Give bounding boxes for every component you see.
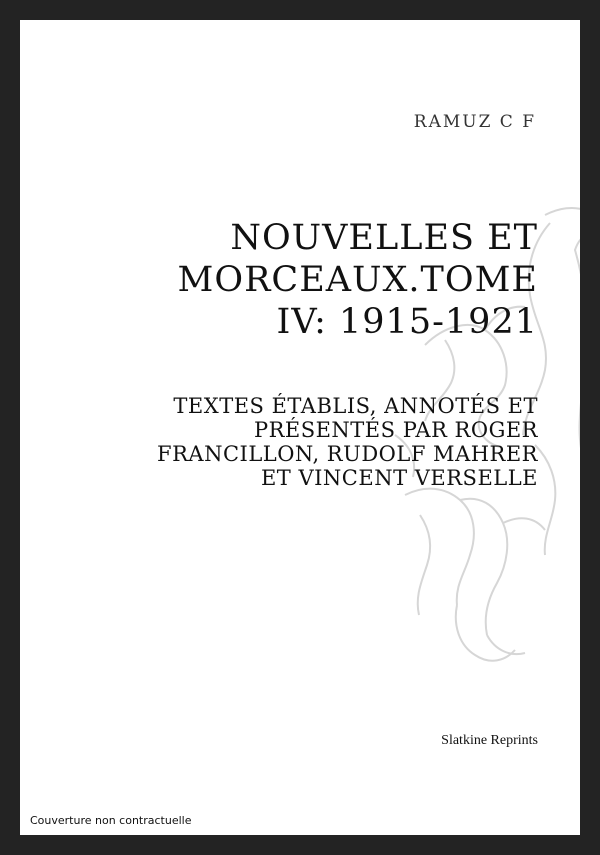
title-line: IV: 1915-1921 bbox=[276, 302, 538, 342]
title-line: NOUVELLES ET bbox=[230, 218, 538, 258]
subtitle-line: FRANCILLON, RUDOLF MAHRER bbox=[157, 442, 538, 466]
subtitle-line: ET VINCENT VERSELLE bbox=[260, 466, 538, 490]
title-line: MORCEAUX.TOME bbox=[177, 260, 538, 300]
subtitle-line: TEXTES ÉTABLIS, ANNOTÉS ET bbox=[173, 394, 538, 418]
book-title bbox=[118, 217, 538, 343]
author-name: RAMUZ C F bbox=[413, 112, 536, 132]
book-subtitle bbox=[118, 394, 538, 490]
subtitle-line: PRÉSENTÉS PAR ROGER bbox=[253, 418, 538, 442]
cover-disclaimer: Couverture non contractuelle bbox=[30, 814, 192, 827]
publisher-name: Slatkine Reprints bbox=[441, 733, 538, 748]
book-cover bbox=[20, 20, 580, 835]
